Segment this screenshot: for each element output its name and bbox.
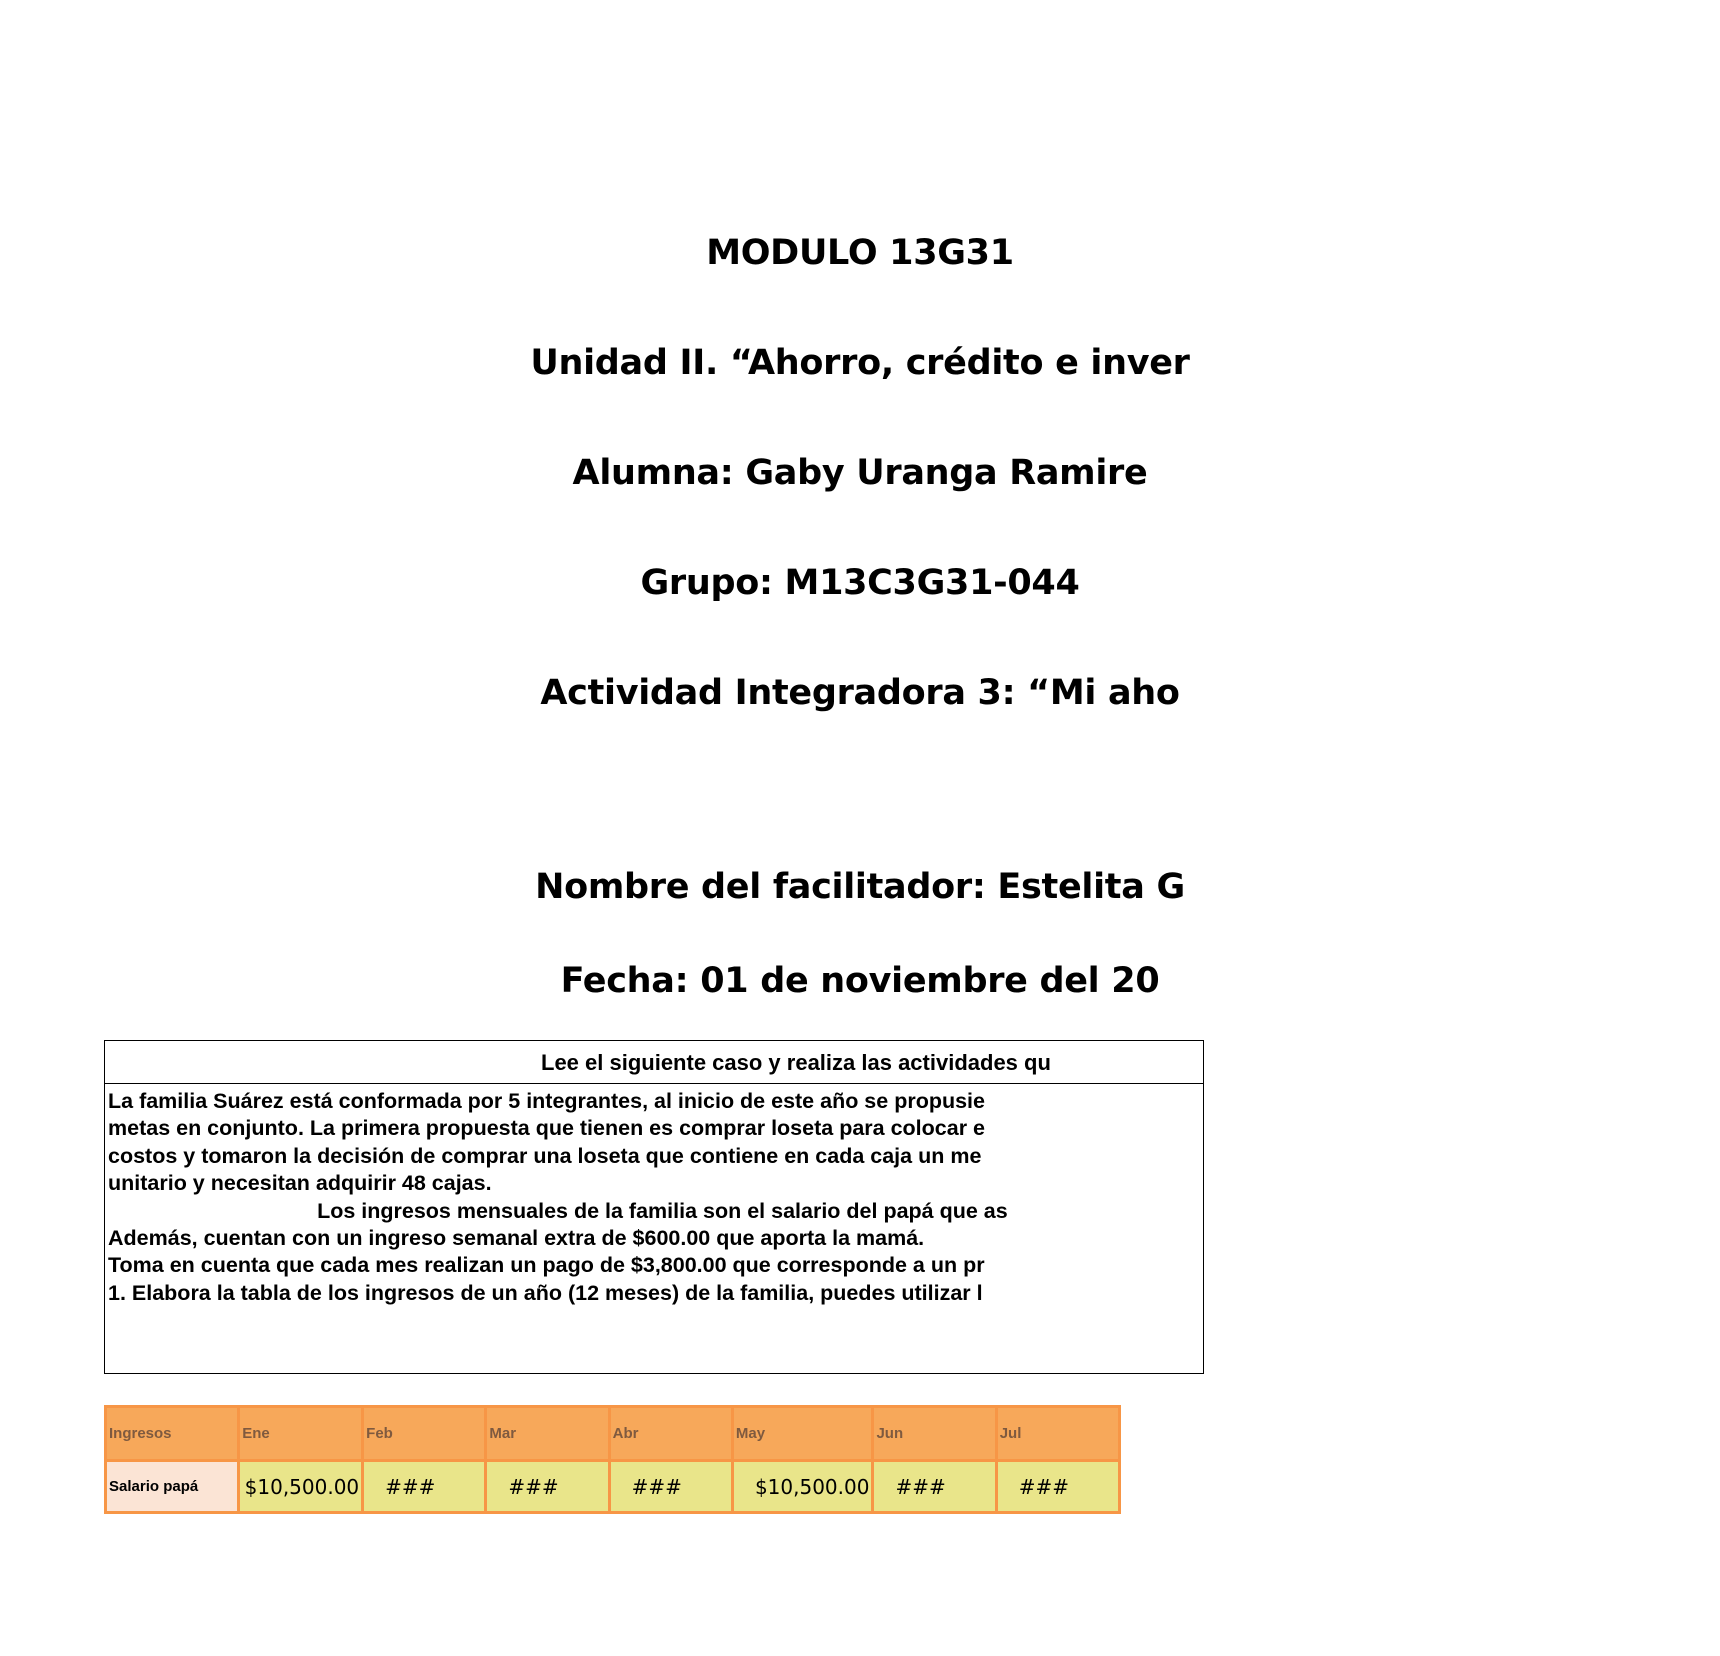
cell-mar[interactable]: ### <box>486 1461 609 1513</box>
header-cell-jul[interactable]: Jul <box>996 1407 1119 1461</box>
header-cell-jun[interactable]: Jun <box>873 1407 996 1461</box>
cell-ene[interactable]: $10,500.00 <box>239 1461 363 1513</box>
case-line: costos y tomaron la decisión de comprar una loseta que contiene en cada caja un me <box>108 1143 982 1168</box>
header-cell-may[interactable]: May <box>732 1407 873 1461</box>
case-line: metas en conjunto. La primera propuesta que tienen es comprar loseta para colocar e <box>108 1116 985 1141</box>
header-cell-ene[interactable]: Ene <box>239 1407 363 1461</box>
date-label: Fecha: 01 de noviembre del 20 <box>560 961 1160 1001</box>
case-line: La familia Suárez está conformada por 5 integrantes, al inicio de este año se propusie <box>108 1089 985 1113</box>
case-title: Lee el siguiente caso y realiza las actividades qu <box>105 1041 1203 1084</box>
case-line: Además, cuentan con un ingreso semanal extra de $600.00 que aporta la mamá. <box>108 1226 925 1251</box>
student-name: Alumna: Gaby Uranga Ramire <box>572 453 1148 493</box>
group-label: Grupo: M13C3G31-044 <box>640 563 1080 603</box>
cell-jul[interactable]: ### <box>996 1461 1119 1513</box>
cell-jun[interactable]: ### <box>873 1461 996 1513</box>
activity-title: Actividad Integradora 3: “Mi aho <box>540 673 1180 713</box>
header-cell-feb[interactable]: Feb <box>363 1407 486 1461</box>
income-table <box>104 1405 1121 1514</box>
unit-title: Unidad II. “Ahorro, crédito e inver <box>530 343 1190 383</box>
header-cell-ingresos[interactable]: Ingresos <box>106 1407 239 1461</box>
case-line: Toma en cuenta que cada mes realizan un pago de $3,800.00 que corresponde a un pr <box>108 1253 985 1278</box>
module-title: MODULO 13G31 <box>706 233 1014 273</box>
table-row <box>106 1461 1120 1513</box>
case-line: unitario y necesitan adquirir 48 cajas. <box>108 1171 492 1196</box>
cell-may[interactable]: $10,500.00 <box>732 1461 873 1513</box>
case-line: 1. Elabora la tabla de los ingresos de un año (12 meses) de la familia, puedes utilizar l <box>108 1280 983 1305</box>
case-instructions-box <box>104 1040 1204 1374</box>
cell-feb[interactable]: ### <box>363 1461 486 1513</box>
header-cell-mar[interactable]: Mar <box>486 1407 609 1461</box>
case-text <box>108 1088 1008 1307</box>
header-cell-abr[interactable]: Abr <box>609 1407 732 1461</box>
cell-abr[interactable]: ### <box>609 1461 732 1513</box>
facilitator-name: Nombre del facilitador: Estelita G <box>535 867 1185 907</box>
row-label-salario[interactable]: Salario papá <box>106 1461 239 1513</box>
table-header-row <box>106 1407 1120 1461</box>
case-line: Los ingresos mensuales de la familia son el salario del papá que as <box>108 1198 1008 1223</box>
